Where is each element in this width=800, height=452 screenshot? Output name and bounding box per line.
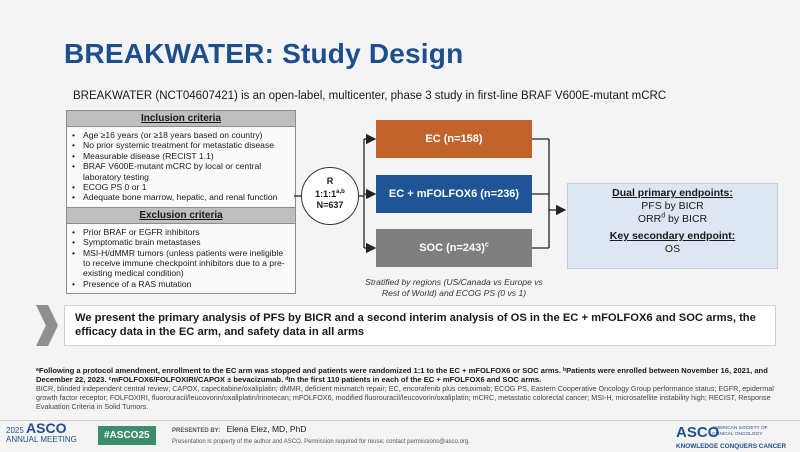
exclusion-heading: Exclusion criteria: [67, 207, 295, 224]
secondary-heading: Key secondary endpoint:: [609, 230, 736, 242]
chevron-right-icon: [36, 305, 58, 346]
orr-label: ORR: [637, 213, 662, 225]
asco-logo: ASCO: [676, 424, 720, 441]
list-item: • Measurable disease (RECIST 1.1): [81, 151, 289, 161]
list-item: • Age ≥16 years (or ≥18 years based on country): [81, 130, 289, 140]
arm-soc-label: SOC (n=243): [419, 242, 485, 254]
meeting-year: 2025: [6, 426, 24, 435]
list-item: • Adequate bone marrow, hepatic, and renal function: [81, 192, 289, 202]
footer: [0, 420, 800, 452]
arm-soc: [376, 229, 532, 267]
summary-callout: [36, 305, 776, 346]
presenter-name: Elena Elez, MD, PhD: [226, 424, 307, 434]
meeting-logo: [6, 420, 77, 444]
study-subtitle: BREAKWATER (NCT04607421) is an open-label, multicenter, phase 3 study in first-line BRAF V600E-mutant mCRC: [73, 90, 667, 102]
page-title: BREAKWATER: Study Design: [64, 38, 464, 69]
arm-ec-mfolfox6: EC + mFOLFOX6 (n=236): [376, 175, 532, 213]
dual-primary-heading: Dual primary endpoints:: [612, 187, 733, 199]
meeting-asco: ASCO: [26, 420, 67, 436]
hashtag-badge: #ASCO25: [98, 426, 156, 445]
list-item: • Symptomatic brain metastases: [81, 237, 289, 247]
society-name: AMERICAN SOCIETY OF CLINICAL ONCOLOGY: [712, 426, 768, 437]
soc-footnote: c: [484, 241, 489, 249]
list-item: • Prior BRAF or EGFR inhibitors: [81, 227, 289, 237]
orr-footnote: d: [661, 212, 666, 220]
footnotes-abbreviations: BICR, blinded independent central review; CAPOX, capecitabine/oxaliplatin; dMMR, deficient mismatch repair; EC, encorafenib plus cetuximab; ECOG PS, Eastern Cooperative Oncology Group performance status; EGFR, epidermal growth factor receptor; FOLFOXIRI, fluorouracil/leucovorin/oxaliplatin/irinotecan; mFOLFOX6, modified fluorouracil/leucovorin/oxaliplatin; mCRC, metastatic colorectal cancer; MSI-H, microsatellite instability high; RECIST, Response Evaluation Criteria in Solid Tumors.: [36, 384, 774, 411]
list-item: • Presence of a RAS mutation: [81, 279, 289, 289]
ratio-footnote: a,b: [336, 189, 345, 195]
stratification-note: Stratified by regions (US/Canada vs Europe vs Rest of World) and ECOG PS (0 vs 1): [365, 277, 543, 298]
endpoints-box: [567, 183, 778, 269]
inclusion-heading: Inclusion criteria: [67, 111, 295, 127]
randomization-r: R: [326, 176, 334, 186]
list-item: • No prior systemic treatment for metastatic disease: [81, 140, 289, 150]
footnotes-main: ᵃFollowing a protocol amendment, enrollment to the EC arm was stopped and patients were randomized 1:1 to the EC + mFOLFOX6 or SOC arms. ᵇPatients were enrolled between November 16, 2021, and December 22, 2023. ᶜmFOLFOX6/FOLFOXIRI/CAPOX ± bevacizumab. ᵈIn the first 110 patients in each of the EC + mFOLFOX6 and SOC arms.: [36, 366, 768, 384]
orr-method: by BICR: [665, 213, 708, 225]
endpoint-pfs: PFS by BICR: [641, 200, 704, 212]
endpoint-orr: [568, 213, 777, 226]
randomization-circle: [301, 167, 359, 225]
endpoint-os: OS: [664, 243, 681, 255]
footnotes: [36, 366, 776, 411]
presenter: [172, 424, 306, 434]
ratio-text: 1:1:1: [315, 189, 337, 199]
presented-by-label: PRESENTED BY:: [172, 428, 221, 434]
list-item: • ECOG PS 0 or 1: [81, 182, 289, 192]
summary-text: We present the primary analysis of PFS by BICR and a second interim analysis of OS in the EC + mFOLFOX6 and SOC arms, the efficacy data in the EC arm, and safety data in all arms: [64, 305, 776, 346]
randomization-n: N=637: [316, 200, 344, 210]
meeting-name: ANNUAL MEETING: [6, 435, 77, 444]
tagline: KNOWLEDGE CONQUERS CANCER: [676, 443, 787, 450]
list-item: • BRAF V600E-mutant mCRC by local or central laboratory testing: [81, 161, 289, 182]
randomization-ratio: [302, 187, 358, 200]
list-item: • MSI-H/dMMR tumors (unless patients were ineligible to receive immune checkpoint inhibitors due to a pre-existing medical condition): [81, 248, 289, 279]
property-note: Presentation is property of the author and ASCO. Permission required for reuse; contact permissions@asco.org.: [172, 439, 470, 445]
arm-ec: EC (n=158): [376, 120, 532, 158]
